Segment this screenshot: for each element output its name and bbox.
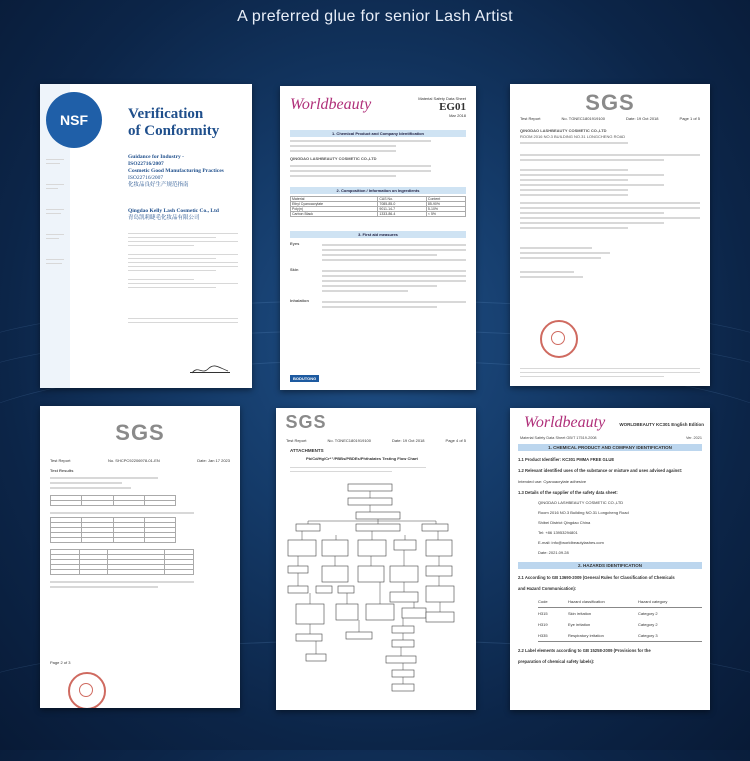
table-cell: H319: [538, 622, 548, 627]
msds2-date: Date: 2021.09.28: [538, 550, 569, 555]
table-cell: Skin irritation: [568, 611, 592, 616]
msds1-inhalation-label: Inhalation: [290, 297, 309, 303]
table-cell: [51, 569, 80, 574]
msds2-gb13690: 2.1 According to GB 13690-2009 (General Rules for Classification of Chemicals: [518, 575, 675, 580]
sgs2-table-3: [50, 549, 194, 575]
msds1-code: EG01: [439, 101, 466, 113]
table-row: [538, 630, 702, 642]
nsf-title: [128, 106, 219, 140]
approval-stamp: [68, 672, 106, 708]
table-cell: Ethyl Cyanoacrylate: [291, 201, 378, 206]
msds2-section-1: 1. CHEMICAL PRODUCT AND COMPANY IDENTIFICATION: [518, 444, 702, 451]
worldbeauty-logo: Worldbeauty: [524, 414, 606, 431]
msds1-section-1: 1. Chemical Product and Company Identification: [290, 130, 466, 137]
msds1-skin-row: [290, 267, 466, 295]
msds2-company: QINGDAO LASHBEAUTY COSMETIC CO.,LTD: [538, 500, 624, 505]
msds1-composition-table: [290, 196, 466, 217]
table-cell: [79, 569, 108, 574]
table-cell: H315: [538, 611, 548, 616]
sgs3-no: No. TGNEC1801919100: [327, 438, 371, 443]
msds1-date: Mar 2018: [449, 113, 466, 118]
sgs3-date: Date: 19 Oct 2018: [392, 438, 425, 443]
table-cell: Respiratory irritation: [568, 633, 604, 638]
sgs1-report-no: No. TGNEC1801919100: [561, 116, 605, 121]
table-row: [51, 569, 194, 574]
table-cell: < 5%: [426, 211, 465, 216]
table-cell: [51, 537, 82, 542]
msds-kc301: [510, 408, 710, 710]
table-cell: [113, 500, 144, 505]
msds1-company: QINGDAO LASHBEAUTY COSMETIC CO.,LTD: [290, 156, 377, 161]
msds1-col-cas: CAS No.: [378, 196, 427, 201]
msds2-intended-use: Intended use: Cyanoacrylate adhesive: [518, 479, 587, 484]
table-cell: [51, 500, 82, 505]
sgs1-footer: [520, 365, 700, 380]
table-cell: 5-10%: [426, 206, 465, 211]
sgs2-results-title: Test Results: [50, 468, 74, 473]
sgs2-body: [50, 468, 230, 591]
sgs3-attachments: ATTACHMENTS: [290, 448, 324, 453]
msds2-edition: WORLDBEAUTY KC301 English Edition: [619, 422, 704, 427]
nsf-side-text: [46, 156, 66, 267]
table-row: [291, 211, 466, 216]
msds2-uses: 1.2 Relevant identified uses of the substance or mixture and uses advised against:: [518, 468, 683, 473]
msds1-header-text: Material Safety Data Sheet: [418, 96, 466, 101]
table-cell: [82, 537, 113, 542]
table-cell: Category 3: [638, 633, 658, 638]
msds1-eyes-row: [290, 241, 466, 264]
headline: A preferred glue for senior Lash Artist: [237, 8, 513, 25]
msds1-eyes-label: Eyes: [290, 240, 300, 246]
table-row: [538, 607, 702, 619]
sgs2-page-row: [50, 660, 230, 665]
sgs2-page: Page 2 of 3: [50, 660, 71, 665]
table-cell: [113, 537, 144, 542]
table-cell: [108, 569, 165, 574]
msds2-gb15258-b: preparation of chemical safety labels):: [518, 659, 595, 664]
nsf-company-en: Qingdao Kelly Lash Cosmetic Co., Ltd: [128, 208, 219, 214]
nsf-title-1: Verification: [128, 106, 204, 122]
msds2-supplier: 1.3 Details of the supplier of the safety data sheet:: [518, 490, 618, 495]
sgs-report-2: [40, 406, 240, 708]
table-cell: 9011-14-7: [378, 206, 427, 211]
sgs3-flow-title: Pb/Cd/Hg/Cr⁶⁺/PBBs/PBDEs/Phthalates Testing Flow Chart: [306, 456, 418, 461]
msds2-product-id: 1.1 Product Identifier: KC301 PMMA FREE GLUE: [518, 457, 615, 462]
table-cell: [165, 569, 194, 574]
sgs3-title: Test Report: [286, 438, 307, 443]
msds1-body: [290, 126, 466, 311]
msds1-skin-label: Skin: [290, 266, 299, 272]
msds2-address: Room 2016 NO.3 Building NO.31 Longcheng Road: [538, 510, 629, 515]
sgs2-table-1: [50, 495, 176, 506]
sgs2-table-2: [50, 517, 176, 543]
msds2-gb13690-b: and Hazard Communication):: [518, 586, 577, 591]
sgs1-date: Date: 19 Oct 2018: [626, 116, 659, 121]
nsf-title-2: of Conformity: [128, 123, 220, 139]
nsf-gmp: Cosmetic Good Manufacturing Practices: [128, 168, 224, 174]
nsf-company: [128, 208, 219, 222]
msds2-section-2: 2. HAZARDS IDENTIFICATION: [518, 562, 702, 569]
table-row: [538, 619, 702, 630]
msds2-version: Ver. 2021: [685, 436, 702, 440]
sgs-logo: SGS: [285, 412, 327, 432]
table-cell: 85-90%: [426, 201, 465, 206]
sgs2-header-row: [50, 458, 230, 463]
msds2-email: E-mail: info@worldbeautylashes.com: [538, 540, 604, 545]
msds1-col-material: Material: [291, 196, 378, 201]
approval-stamp: [540, 320, 578, 358]
table-header: [538, 596, 702, 607]
table-cell: Carbon Black: [291, 211, 378, 216]
msds1-col-content: Content: [426, 196, 465, 201]
table-row: [51, 537, 176, 542]
msds1-header: [418, 96, 466, 118]
sgs3-page: Page 4 of 5: [445, 438, 466, 443]
msds1-inhalation-row: [290, 298, 466, 311]
msds2-hazard-table: [518, 596, 702, 642]
msds1-section-3: 3. First aid measures: [290, 231, 466, 238]
table-cell: [144, 500, 175, 505]
table-cell: Eye irritation: [568, 622, 591, 627]
nsf-iso-cn: ISO22716/2007: [128, 175, 164, 181]
nsf-body-lines: [128, 230, 238, 326]
msds2-supplier-details: [518, 498, 702, 558]
col-code: Code: [538, 599, 548, 604]
col-hazard: Hazard classification: [568, 599, 605, 604]
nsf-gmp-cn: 化妆品良好生产规范指南: [128, 182, 189, 188]
msds2-tel: Tel: +86 13953294801: [538, 530, 578, 535]
sgs1-page: Page 1 of 5: [679, 116, 700, 121]
table-cell: [144, 537, 175, 542]
nsf-signature: [190, 362, 230, 373]
msds2-body: [518, 444, 702, 664]
table-cell: Category 2: [638, 622, 658, 627]
msds2-subtitle: Material Safety Data Sheet GB/T 17519-2008: [520, 436, 597, 440]
nsf-logo: NSF: [46, 92, 102, 148]
sgs1-company: QINGDAO LASHBEAUTY COSMETIC CO.,LTD: [520, 128, 607, 133]
sgs-report-1: [510, 84, 710, 386]
table-cell: Poly(n): [291, 206, 378, 211]
msds1-section-2: 2. Composition / Information on Ingredients: [290, 187, 466, 194]
worldbeauty-logo: Worldbeauty: [290, 96, 372, 113]
col-category: Hazard category: [638, 599, 668, 604]
msds2-district: Shibei District Qingdao China: [538, 520, 591, 525]
sgs1-title: Test Report: [520, 116, 541, 121]
sgs1-header-row: [520, 116, 700, 121]
nsf-iso: ISO22716/2007: [128, 161, 164, 167]
table-cell: H335: [538, 633, 548, 638]
sgs-logo: SGS: [115, 420, 165, 445]
sgs2-date: Date: Jan 17 2023: [197, 458, 230, 463]
table-cell: [82, 500, 113, 505]
table-cell: 7085-85-0: [378, 201, 427, 206]
table-row: [51, 500, 176, 505]
nsf-company-cn: 青岛凯莉睫毛化妆品有限公司: [128, 215, 200, 221]
table-cell: Category 2: [638, 611, 658, 616]
msds-eg01: [280, 86, 476, 390]
sgs2-no: No. SHCPC92206978-01-EN: [107, 458, 160, 463]
sgs-logo: SGS: [585, 90, 635, 115]
nsf-certificate: [40, 84, 252, 388]
sgs1-address: ROOM 2016 NO.3 BUILDING NO.31 LONGCHENG ROAD: [520, 133, 626, 139]
nsf-guidance-line: Guidance for Industry -: [128, 154, 184, 160]
sgs-report-3: [276, 408, 476, 710]
sgs1-body: [520, 128, 700, 281]
flow-chart: [276, 408, 476, 710]
table-cell: 1333-86-4: [378, 211, 427, 216]
sgs2-title: Test Report: [50, 458, 71, 463]
msds1-footer-logo: BODUTONG: [290, 375, 319, 382]
msds2-gb15258: 2.2 Label elements according to GB 15258-2009 (Provisions for the: [518, 648, 651, 653]
nsf-guidance: [128, 154, 224, 189]
